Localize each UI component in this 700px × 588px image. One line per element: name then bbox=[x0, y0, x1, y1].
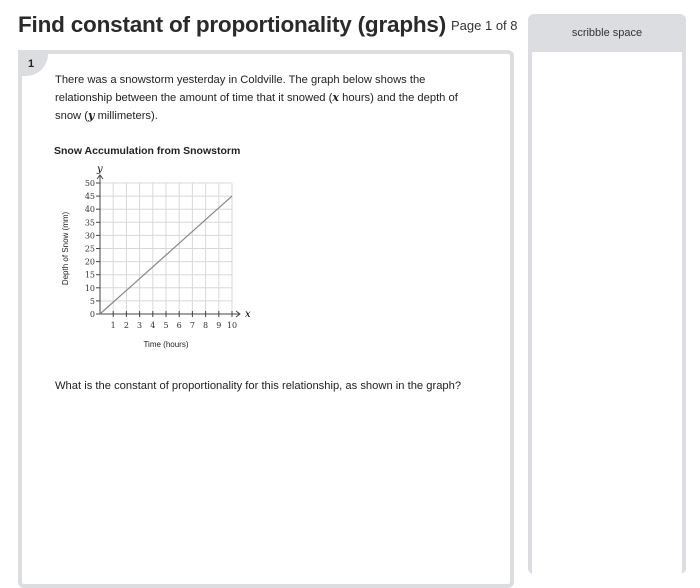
y-tick-label: 40 bbox=[84, 205, 95, 215]
x-tick-label: 5 bbox=[163, 321, 169, 330]
y-tick-label: 15 bbox=[84, 270, 95, 280]
x-tick-label: 2 bbox=[123, 321, 129, 330]
question-text-3: millimeters). bbox=[94, 110, 158, 122]
x-tick-label: 9 bbox=[216, 321, 222, 330]
question-card bbox=[18, 50, 514, 588]
snow-chart bbox=[52, 124, 272, 364]
page-indicator: Page 1 of 8 bbox=[451, 18, 518, 33]
x-tick-label: 6 bbox=[176, 321, 182, 330]
y-tick-label: 50 bbox=[84, 179, 95, 188]
y-axis-var: y bbox=[97, 164, 103, 175]
var-y: y bbox=[87, 108, 95, 122]
y-tick-label: 0 bbox=[89, 310, 95, 319]
y-tick-label: 20 bbox=[84, 257, 95, 267]
y-tick-label: 45 bbox=[84, 192, 95, 202]
y-tick-label: 10 bbox=[84, 283, 95, 293]
y-tick-label: 30 bbox=[84, 231, 95, 241]
question-prompt: What is the constant of proportionality for this relationship, as shown in the graph? bbox=[55, 380, 462, 392]
y-tick-label: 35 bbox=[84, 218, 95, 228]
page-title: Find constant of proportionality (graphs) bbox=[18, 12, 447, 37]
y-tick-label: 5 bbox=[89, 296, 95, 306]
x-tick-label: 3 bbox=[137, 321, 143, 330]
chart-title: Snow Accumulation from Snowstorm bbox=[54, 145, 241, 157]
x-tick-label: 8 bbox=[203, 321, 209, 330]
question-text bbox=[55, 72, 485, 125]
x-axis-var: x bbox=[245, 309, 251, 320]
question-text-2: hours) and the depth of snow ( bbox=[55, 92, 458, 122]
scribble-panel bbox=[528, 14, 686, 574]
y-axis-label: Depth of Snow (mm) bbox=[61, 211, 70, 286]
scribble-area[interactable] bbox=[532, 52, 682, 574]
question-text-1: There was a snowstorm yesterday in Coldville. The graph below shows the relationship between the amount of time that it snowed ( bbox=[55, 74, 426, 104]
question-number: 1 bbox=[18, 50, 48, 76]
x-axis-label: Time (hours) bbox=[143, 340, 189, 349]
y-tick-label: 25 bbox=[84, 244, 95, 254]
scribble-label: scribble space bbox=[571, 27, 643, 39]
x-tick-label: 7 bbox=[189, 321, 195, 330]
var-x: x bbox=[332, 90, 340, 104]
x-tick-label: 1 bbox=[110, 321, 116, 330]
x-tick-label: 4 bbox=[150, 321, 156, 330]
x-tick-label: 10 bbox=[226, 321, 238, 330]
